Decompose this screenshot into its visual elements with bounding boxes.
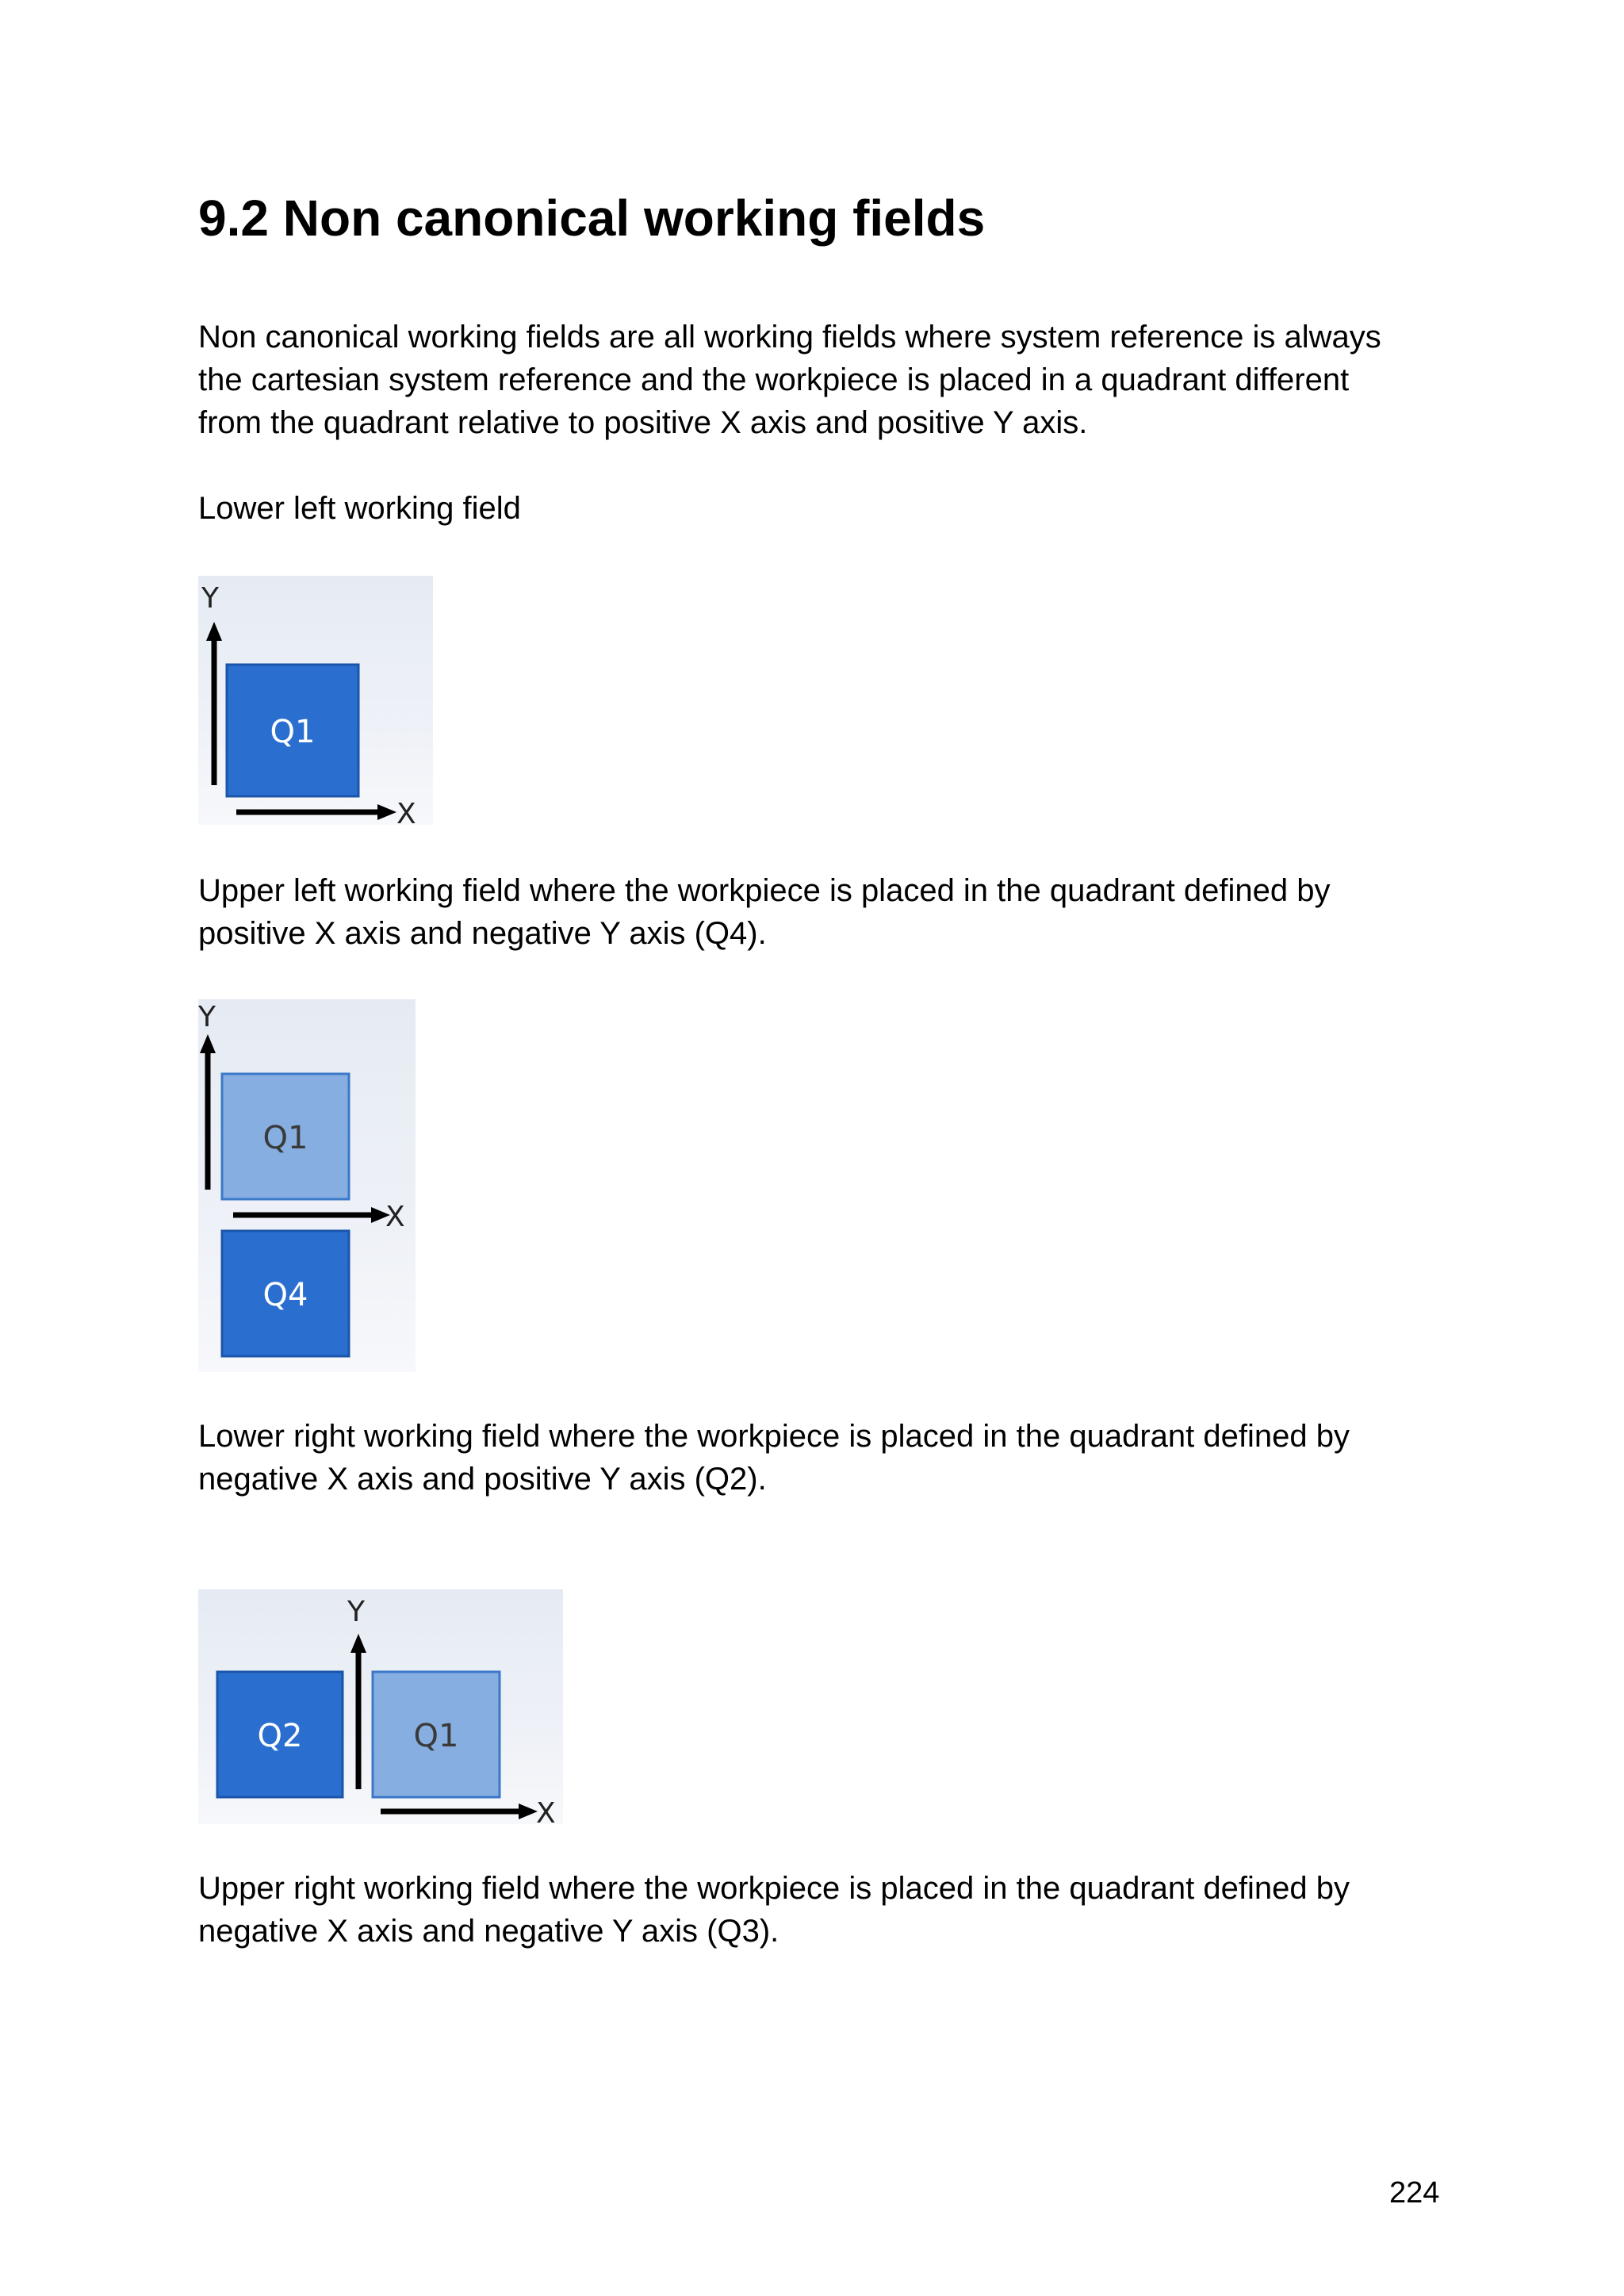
intro-line: the cartesian system reference and the workpiece is placed in a quadrant different	[198, 362, 1350, 397]
x-axis-arrow	[381, 1803, 538, 1819]
x-axis-arrow	[236, 804, 396, 820]
caption-line: Lower right working field where the workpiece is placed in the quadrant defined by	[198, 1419, 1350, 1454]
caption-line: Lower left working field	[198, 491, 521, 526]
x-axis-arrow	[233, 1207, 390, 1223]
quadrant-q1	[222, 1074, 349, 1199]
quadrant-q2	[217, 1672, 343, 1797]
quadrant-label: Q4	[262, 1277, 308, 1313]
lower-left-figure	[198, 576, 433, 825]
intro-paragraph	[198, 316, 1467, 444]
y-axis-label: Y	[347, 1596, 365, 1628]
quadrant-label: Q1	[270, 714, 316, 750]
y-axis-label: Y	[201, 582, 219, 615]
caption-line: Upper right working field where the workpiece is placed in the quadrant defined by	[198, 1871, 1350, 1906]
intro-line: from the quadrant relative to positive X axis and positive Y axis.	[198, 405, 1088, 440]
x-axis-label: X	[536, 1797, 556, 1824]
caption-line: negative X axis and negative Y axis (Q3).	[198, 1914, 779, 1949]
quadrant-q1	[227, 665, 358, 796]
y-axis-label: Y	[198, 1001, 216, 1033]
caption-line: Upper left working field where the workpiece is placed in the quadrant defined by	[198, 873, 1331, 908]
quadrant-q1	[373, 1672, 500, 1797]
x-axis-label: X	[396, 798, 416, 825]
section-heading: 9.2 Non canonical working fields	[198, 190, 986, 247]
x-axis-label: X	[385, 1201, 405, 1233]
quadrant-label: Q1	[262, 1120, 308, 1156]
quadrant-q4	[222, 1231, 349, 1356]
quadrant-label: Q2	[257, 1718, 303, 1754]
caption-line: positive X axis and negative Y axis (Q4).	[198, 916, 767, 951]
page-number: 224	[1389, 2176, 1440, 2210]
intro-line: Non canonical working fields are all working fields where system reference is always	[198, 320, 1381, 355]
lower-left-caption	[198, 487, 1467, 530]
y-axis-arrow	[200, 1034, 216, 1190]
upper-left-figure	[198, 999, 416, 1372]
upper-left-caption	[198, 869, 1467, 955]
y-axis-arrow	[350, 1634, 366, 1789]
upper-right-caption	[198, 1867, 1467, 1953]
quadrant-label: Q1	[413, 1718, 459, 1754]
lower-right-figure	[198, 1589, 563, 1824]
lower-right-caption	[198, 1415, 1467, 1501]
y-axis-arrow	[206, 622, 222, 785]
caption-line: negative X axis and positive Y axis (Q2).	[198, 1462, 767, 1497]
